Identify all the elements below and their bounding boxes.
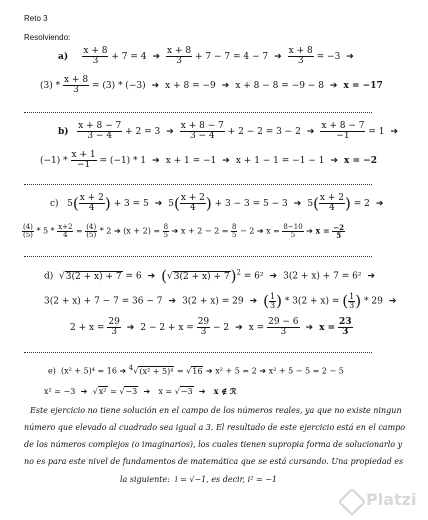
section-divider [24,256,372,257]
arrow-icon: ➔ [151,199,166,209]
arrow-icon: ➔ [232,323,246,333]
section-divider [24,184,372,185]
exercise-c-line2: $\frac{(4)}{(5)}$ * 5 * $\frac{x+2}{4}$ = $\frac{(4)}{(5)}$ * 2 ➔ (x + 2) = $\frac{8}{5}$ ➔ x + 2 − 2 = $\frac{8}{5}$ − 2 ➔ x = $\frac{8-10}{5}$ ➔ x = $\frac{-2}{5}$ [23,223,345,240]
platzi-logo-text: Platzi [366,490,417,509]
imaginary-unit-formula: i = √−1, es decir, i² = −1 [175,475,277,484]
arrow-icon: ➔ [364,271,376,282]
arrow-icon: ➔ [77,387,91,396]
arrow-icon: ➔ [372,199,384,209]
arrow-icon: ➔ [119,366,127,376]
platzi-logo [342,490,418,512]
arrow-icon: ➔ [302,323,317,333]
arrow-icon: ➔ [144,271,159,282]
arrow-icon: ➔ [387,127,399,137]
page-subtitle: Resolviendo: [24,33,71,42]
explanation-line-5: la siguiente: i = √−1, es decir, i² = −1 [120,475,277,484]
arrow-icon: ➔ [343,52,354,62]
arrow-icon: ➔ [219,156,233,166]
arrow-icon: ➔ [165,296,180,307]
explanation-line-1: Este ejercicio no tiene solución en el campo de los números reales, ya que no existe ningun [30,406,402,415]
exercise-label-c: c) [50,199,59,209]
explanation-line-2: número que elevado al cuadrado sea igual a 3. El resultado de este ejercicio está en el campo [24,423,406,432]
arrow-icon: ➔ [206,366,213,376]
arrow-icon: ➔ [113,226,121,236]
exercise-c-line1: c) 5( $\frac{x + 2}{4}$ ) + 3 = 5 ➔ 5( $\frac{x + 2}{4}$ ) + 3 − 3 = 5 − 3 ➔ 5( $\frac{x + 2}{4}$ ) = 2 ➔ [50,193,384,213]
result-a: x = −17 [343,81,383,91]
arrow-icon: ➔ [256,226,264,236]
exercise-label-e: e) [48,366,56,376]
platzi-logo-icon [338,488,366,516]
arrow-icon: ➔ [259,366,267,376]
result-d: $\frac{23}{3}$ [339,317,352,337]
arrow-icon: ➔ [140,387,156,396]
exercise-e-line2: x² = −3 ➔ √x² = √−3 ➔ x = √−3 ➔ x ∉ ℛ [44,386,237,396]
exercise-e-line1: e) (x² + 5)⁴ = 16 ➔ $^4$√(x² + 5)⁴ = √16 ➔ x² + 5 = 2 ➔ x² + 5 − 5 = 2 − 5 [48,364,344,376]
explanation-line-3: de los números complejos (o imaginarios), los cuales tienen supropia forma de solucionarlo y [24,440,403,449]
arrow-icon: ➔ [123,323,138,333]
arrow-icon: ➔ [290,199,305,209]
arrow-icon: ➔ [163,127,177,137]
arrow-icon: ➔ [196,387,212,396]
arrow-icon: ➔ [149,52,164,62]
exercise-d-line3: 2 + x = $\frac{29}{3}$ ➔ 2 − 2 + x = $\frac{29}{3}$ − 2 ➔ x = $\frac{29 - 6}{3}$ ➔ x = $\frac{23}{3}$ [70,317,352,337]
result-e: x ∉ ℛ [213,386,237,396]
exercise-label-a: a) [58,52,69,62]
exercise-label-b: b) [58,127,69,137]
arrow-icon: ➔ [246,296,261,307]
exercise-a-line1: a) $\frac{x + 8}{3}$ + 7 = 4 ➔ $\frac{x + 8}{3}$ + 7 − 7 = 4 − 7 ➔ $\frac{x + 8}{3}$ = −3 ➔ [58,46,354,66]
result-b: x = −2 [344,156,377,166]
arrow-icon: ➔ [266,271,281,282]
arrow-icon: ➔ [149,156,163,166]
arrow-icon: ➔ [385,296,397,307]
explanation-line-4: no es para este nivel de fundamentos de matemática que se está cursando. Una propiedad es [24,457,404,466]
arrow-icon: ➔ [327,156,342,166]
exercise-d-line1: d) √3(2 + x) + 7 = 6 ➔ $(√3(2 + x) + 7)^2 = 6^2$ ➔ 3(2 + x) + 7 = 6² ➔ [44,267,376,285]
section-divider [24,352,372,353]
arrow-icon: ➔ [306,226,313,236]
page-title: Reto 3 [24,14,48,23]
arrow-icon: ➔ [303,127,318,137]
exercise-d-line2: 3(2 + x) + 7 − 7 = 36 − 7 ➔ 3(2 + x) = 29 ➔ ( $\frac{1}{3}$ ) * 3(2 + x) = ( $\frac{1}{3}$ ) * 29 ➔ [44,291,397,310]
exercise-label-d: d) [44,271,54,282]
exercise-b-line1: b) $\frac{x + 8 - 7}{3 - 4}$ + 2 = 3 ➔ $\frac{x + 8 - 7}{3 - 4}$ + 2 − 2 = 3 − 2 ➔ $\frac{x + 8 - 7}{-1}$ = 1 ➔ [58,121,399,141]
arrow-icon: ➔ [218,81,233,91]
exercise-a-line2: (3) * $\frac{x + 8}{3}$ = (3) * (−3) ➔ x + 8 = −9 ➔ x + 8 − 8 = −9 − 8 ➔ x = −17 [40,75,383,95]
result-c: $\frac{-2}{5}$ [333,223,345,240]
arrow-icon: ➔ [148,81,163,91]
exercise-b-line2: (−1) * $\frac{x + 1}{-1}$ = (−1) * 1 ➔ x + 1 = −1 ➔ x + 1 − 1 = −1 − 1 ➔ x = −2 [40,150,377,170]
arrow-icon: ➔ [326,81,341,91]
arrow-icon: ➔ [171,226,179,236]
section-divider [24,112,372,113]
arrow-icon: ➔ [270,52,285,62]
